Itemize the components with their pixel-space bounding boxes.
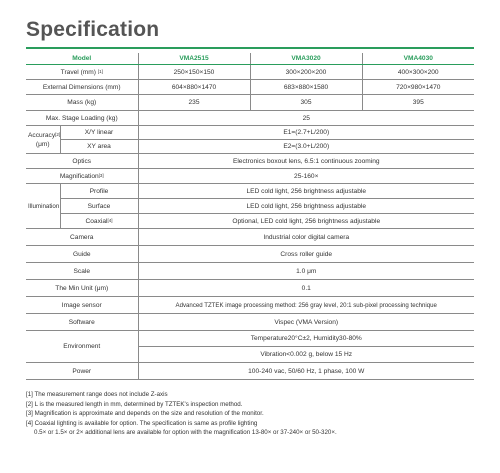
row-label <box>26 169 138 184</box>
row-label <box>26 126 60 154</box>
table-row <box>26 363 474 380</box>
model-name: VMA3020 <box>250 53 362 65</box>
table-header-row <box>26 53 474 65</box>
table-cell: 25 <box>138 111 474 126</box>
table-cell: 305 <box>250 95 362 111</box>
row-label: Software <box>26 314 138 331</box>
accuracy-unit: (μm) <box>35 140 50 148</box>
table-row <box>26 65 474 80</box>
table-cell: Electronics boxout lens, 6.5:1 continuous zooming <box>138 154 474 169</box>
table-cell: 25-160× <box>138 169 474 184</box>
table-cell: LED cold light, 256 brightness adjustable <box>138 184 474 199</box>
footnote: [3] Magnification is approximate and depends on the size and resolution of the monitor. <box>26 410 264 417</box>
table-row <box>26 280 474 297</box>
table-row <box>26 111 474 126</box>
table-row <box>26 169 474 184</box>
row-label: Power <box>26 363 138 380</box>
table-cell: E2=(3.0+L/200) <box>138 140 474 154</box>
footnote-ref: [4] <box>107 217 113 223</box>
table-row <box>26 297 474 314</box>
table-cell: 235 <box>138 95 250 111</box>
table-cell: Temperature20°C±2, Humidity30-80% <box>138 331 474 347</box>
footnote: [4] Coaxial lighting is available for option. The specification is same as profile lighting <box>26 419 258 427</box>
sub-label: Surface <box>60 199 138 214</box>
table-cell: 395 <box>362 95 474 111</box>
table-cell: Industrial color digital camera <box>138 229 474 246</box>
model-name: VMA4030 <box>362 53 474 65</box>
sub-label: X/Y linear <box>60 126 138 140</box>
table-row <box>26 140 474 154</box>
table-cell: Cross roller guide <box>138 246 474 263</box>
row-label <box>26 65 138 80</box>
row-label: Guide <box>26 246 138 263</box>
footnote: [1] The measurement range does not include Z-axis <box>26 391 168 398</box>
sub-label <box>60 214 138 229</box>
table-row <box>26 229 474 246</box>
footnote: [2] L is the measured length in mm, determined by TZTEK's inspection method. <box>26 400 243 408</box>
table-cell: 683×880×1580 <box>250 80 362 95</box>
table-cell: Vispec (VMA Version) <box>138 314 474 331</box>
magnification-label: Magnification <box>59 172 99 180</box>
page-title: Specification <box>26 18 160 41</box>
row-label: Illumination <box>26 184 60 229</box>
sub-label: XY area <box>60 140 138 154</box>
table-cell: Optional, LED cold light, 256 brightness adjustable <box>138 214 474 229</box>
row-label: Max. Stage Loading (kg) <box>26 111 138 126</box>
table-cell: 300×200×200 <box>250 65 362 80</box>
footnote-ref: [3] <box>98 172 104 178</box>
row-label: Camera <box>26 229 138 246</box>
table-row <box>26 154 474 169</box>
model-name: VMA2515 <box>138 53 250 65</box>
footnote-ref: [1] <box>97 68 103 74</box>
travel-label: Travel (mm) <box>60 68 96 76</box>
table-cell: 1.0 μm <box>138 263 474 280</box>
table-row <box>26 126 474 140</box>
table-cell: E1=(2.7+L/200) <box>138 126 474 140</box>
table-row <box>26 184 474 199</box>
table-cell: 250×150×150 <box>138 65 250 80</box>
row-label: Mass (kg) <box>26 95 138 111</box>
table-row <box>26 331 474 347</box>
table-cell: Vibration<0.002 g, below 15 Hz <box>138 347 474 363</box>
table-cell: 0.1 <box>138 280 474 297</box>
row-label: Optics <box>26 154 138 169</box>
table-row <box>26 95 474 111</box>
table-row <box>26 80 474 95</box>
row-label: External Dimensions (mm) <box>26 80 138 95</box>
table-cell: 720×980×1470 <box>362 80 474 95</box>
title-rule <box>26 47 474 49</box>
table-cell: 100-240 vac, 50/60 Hz, 1 phase, 100 W <box>138 363 474 380</box>
footnotes <box>26 390 486 438</box>
model-label: Model <box>26 53 138 65</box>
table-cell: 400×300×200 <box>362 65 474 80</box>
table-cell: 604×880×1470 <box>138 80 250 95</box>
table-row <box>26 263 474 280</box>
table-cell: LED cold light, 256 brightness adjustable <box>138 199 474 214</box>
table-row <box>26 246 474 263</box>
spec-table <box>26 53 474 380</box>
row-label: Image sensor <box>26 297 138 314</box>
row-label: The Min Unit (μm) <box>26 280 138 297</box>
coaxial-label: Coaxial <box>85 217 108 225</box>
table-row <box>26 314 474 331</box>
sub-label: Profile <box>60 184 138 199</box>
row-label: Environment <box>26 331 138 363</box>
table-row <box>26 214 474 229</box>
accuracy-label: Accuracy <box>28 131 56 139</box>
footnote-ref: [2] <box>55 131 61 137</box>
table-row <box>26 199 474 214</box>
footnote: 0.5× or 1.5× or 2× additional lens are available for option with the magnification 13-80× or 37-240× or 50-320×. <box>34 429 337 436</box>
table-cell: Advanced TZTEK image processing method: 256 gray level, 20:1 sub-pixel processing technique <box>138 297 474 314</box>
row-label: Scale <box>26 263 138 280</box>
